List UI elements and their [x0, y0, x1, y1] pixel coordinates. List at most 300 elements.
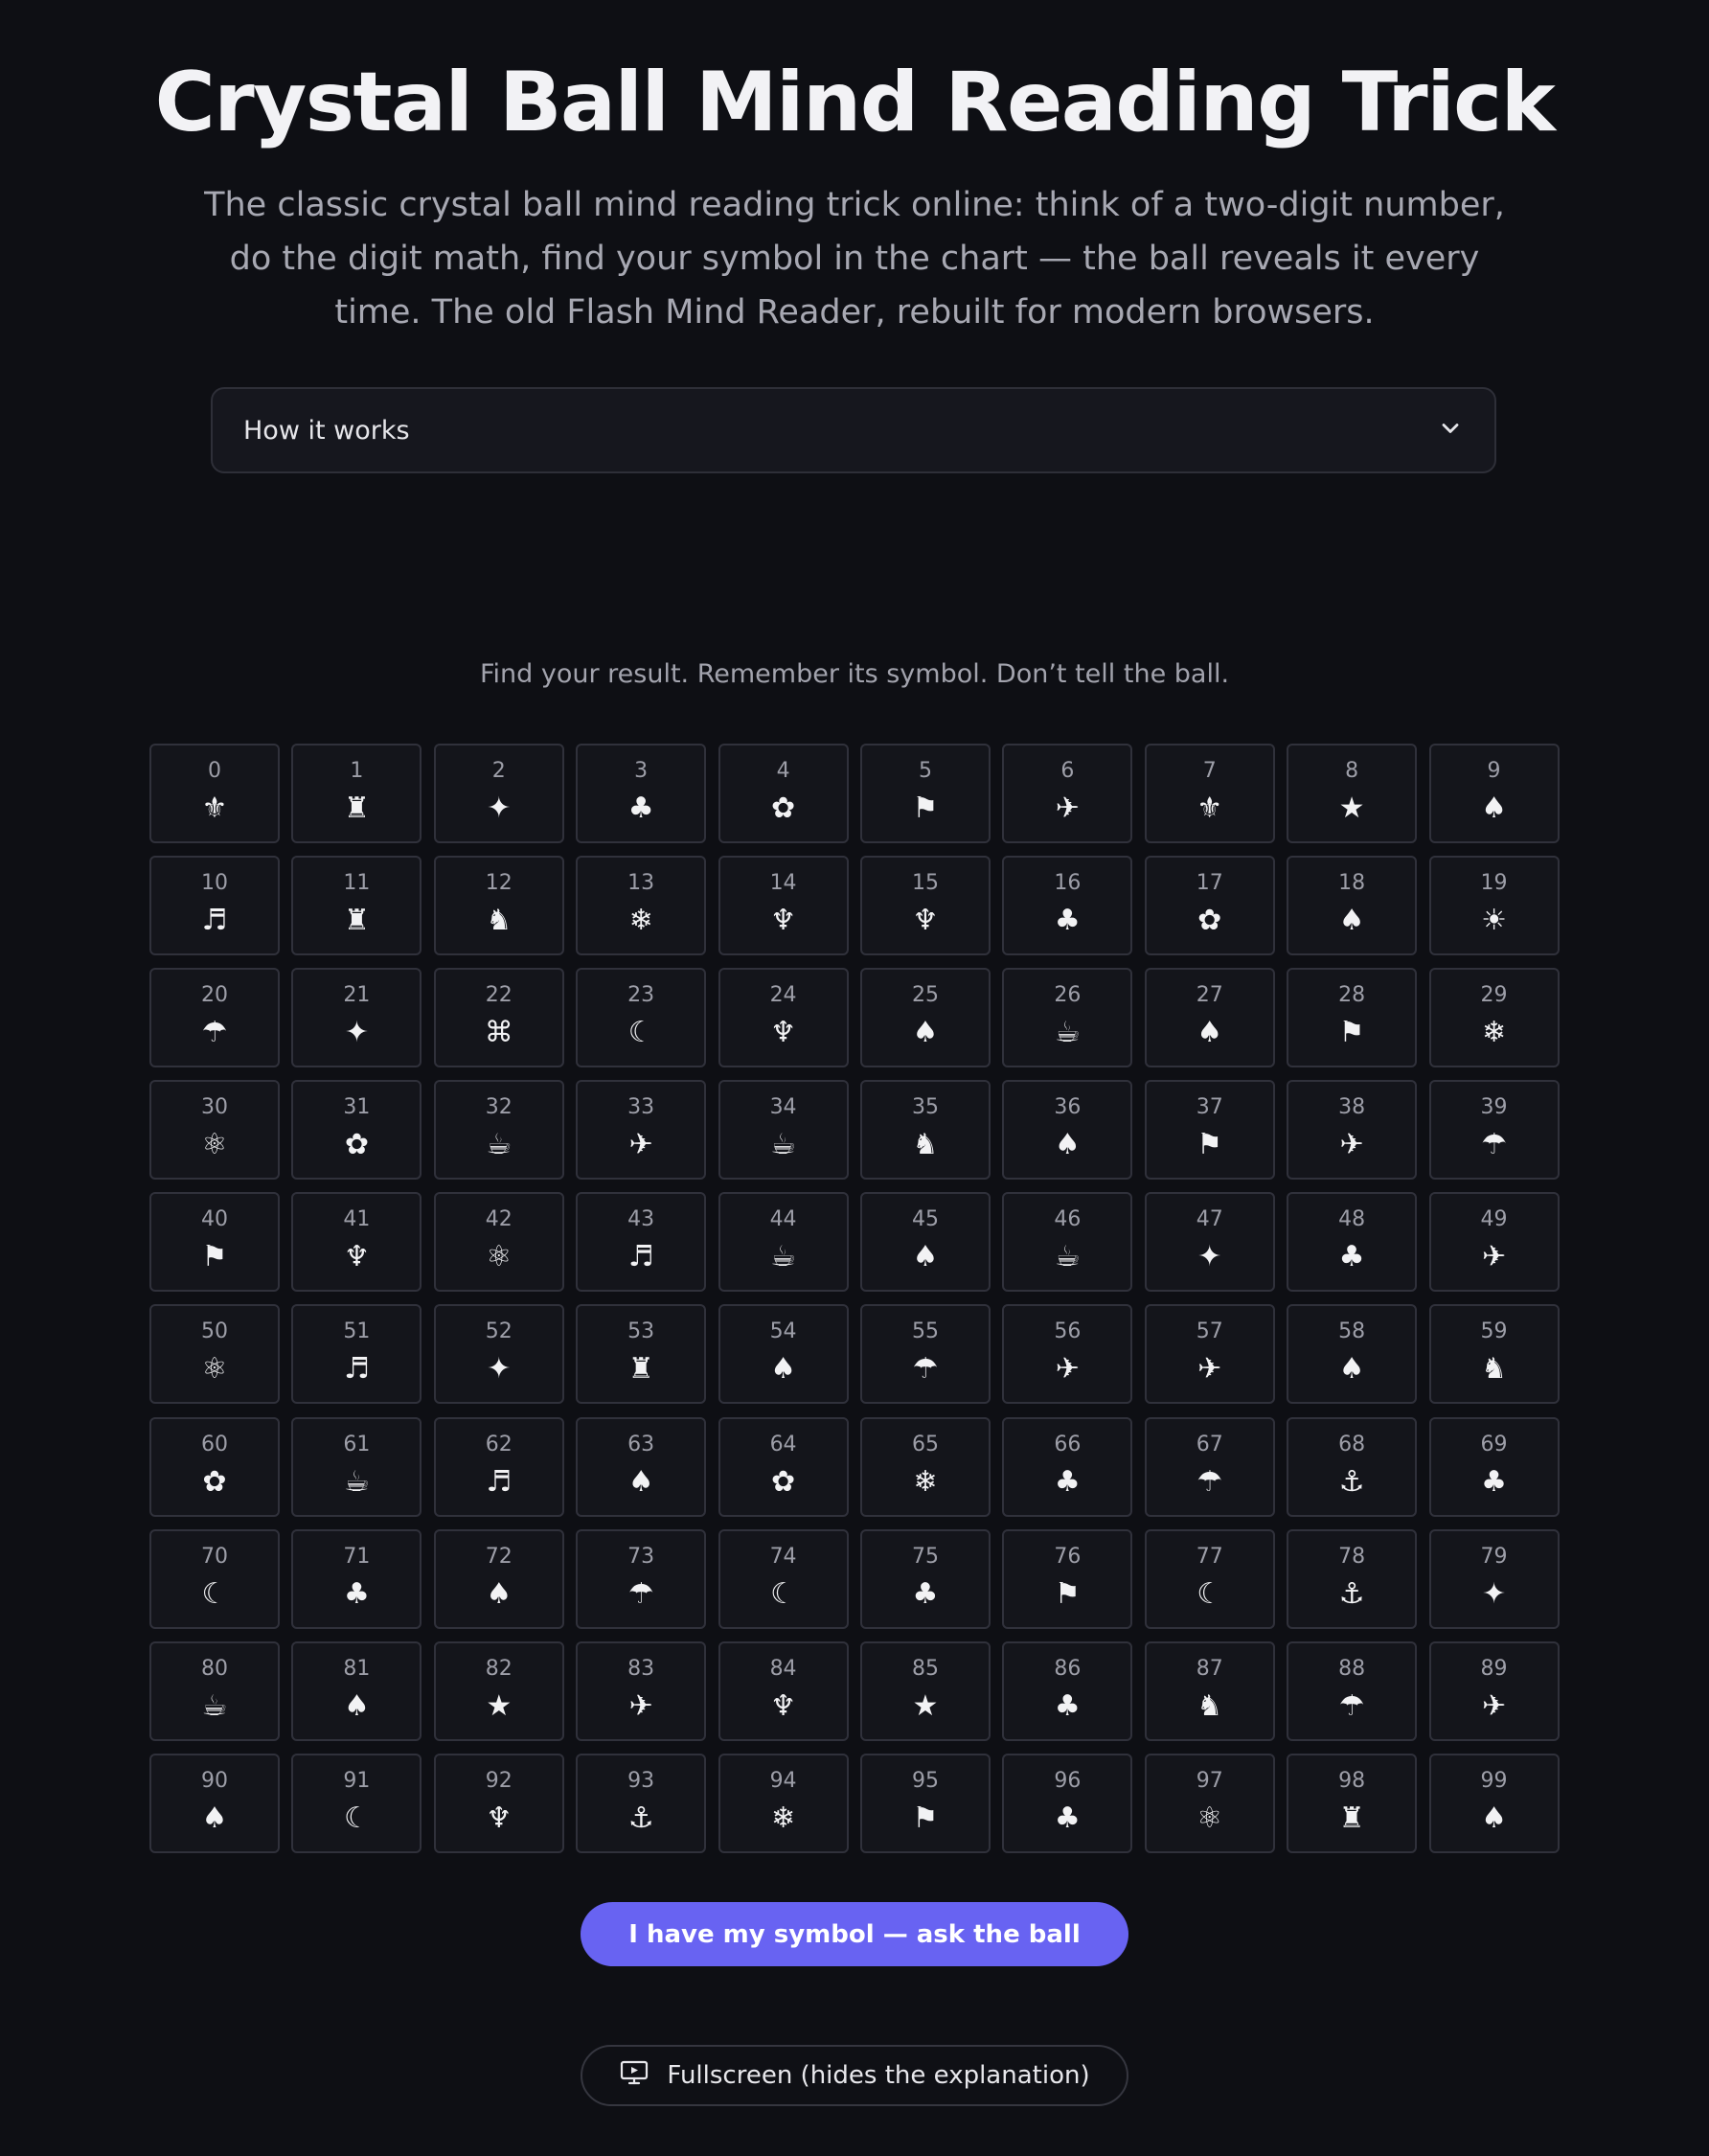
symbol-cell [718, 1080, 849, 1180]
cell-symbol: ♣ [343, 1576, 370, 1611]
cell-symbol: ✈ [1339, 1128, 1364, 1162]
cell-symbol: ⚜ [201, 791, 228, 825]
symbol-cell [860, 968, 991, 1067]
symbol-cell [1002, 1192, 1132, 1292]
symbol-cell [434, 744, 564, 843]
cell-number: 4 [776, 759, 790, 783]
ask-the-ball-button[interactable]: I have my symbol — ask the ball [581, 1902, 1128, 1966]
symbol-cell [1429, 1080, 1560, 1180]
cell-number: 55 [911, 1319, 939, 1344]
cell-symbol: ♠ [201, 1800, 228, 1835]
cell-number: 27 [1196, 983, 1223, 1008]
cell-symbol: ♠ [770, 1352, 797, 1387]
cell-number: 26 [1054, 983, 1082, 1008]
cell-number: 2 [491, 759, 506, 783]
cell-number: 22 [485, 983, 513, 1008]
symbol-cell [860, 856, 991, 955]
cell-number: 44 [769, 1207, 797, 1232]
cell-symbol: ♆ [486, 1800, 513, 1835]
cell-symbol: ★ [912, 1688, 939, 1723]
cell-symbol: ✿ [202, 1464, 227, 1499]
cell-number: 76 [1054, 1544, 1082, 1569]
symbol-cell [1002, 1080, 1132, 1180]
cell-number: 0 [208, 759, 221, 783]
symbol-cell [718, 1641, 849, 1741]
symbol-cell [291, 744, 422, 843]
cell-symbol: ♬ [343, 1352, 370, 1387]
cell-symbol: ♬ [627, 1240, 654, 1274]
cell-number: 87 [1196, 1656, 1223, 1681]
cell-number: 10 [201, 871, 228, 896]
cell-symbol: ☂ [627, 1576, 654, 1611]
cell-number: 61 [343, 1432, 371, 1456]
cell-symbol: ♠ [1481, 791, 1507, 825]
cell-symbol: ♣ [1054, 904, 1081, 938]
symbol-cell [1145, 968, 1275, 1067]
cell-number: 19 [1480, 871, 1508, 896]
cell-number: 20 [201, 983, 228, 1008]
cell-number: 63 [627, 1432, 655, 1456]
cell-number: 77 [1196, 1544, 1223, 1569]
cell-number: 67 [1196, 1432, 1223, 1456]
cell-symbol: ♞ [912, 1128, 939, 1162]
cell-number: 18 [1338, 871, 1366, 896]
cell-symbol: ♠ [1196, 1016, 1223, 1050]
symbol-cell [718, 856, 849, 955]
symbol-cell [1145, 1192, 1275, 1292]
symbol-cell [149, 1192, 280, 1292]
symbol-cell [1002, 968, 1132, 1067]
cell-symbol: ☕ [201, 1688, 228, 1723]
cell-symbol: ☂ [912, 1352, 939, 1387]
symbol-cell [576, 1304, 706, 1404]
cell-symbol: ☂ [1196, 1464, 1223, 1499]
symbol-cell [434, 1417, 564, 1517]
cell-number: 37 [1196, 1095, 1223, 1120]
symbol-cell [149, 1417, 280, 1517]
cell-symbol: ⚛ [201, 1128, 228, 1162]
cell-symbol: ♞ [1196, 1688, 1223, 1723]
cell-symbol: ♞ [1481, 1352, 1507, 1387]
cell-number: 93 [627, 1768, 655, 1793]
symbol-cell [149, 1641, 280, 1741]
cell-number: 41 [343, 1207, 371, 1232]
cell-symbol: ⚜ [1196, 791, 1223, 825]
symbol-cell [1429, 1304, 1560, 1404]
cell-number: 7 [1202, 759, 1217, 783]
symbol-cell [1429, 1417, 1560, 1517]
cell-symbol: ✦ [1481, 1576, 1507, 1611]
cell-symbol: ☂ [1338, 1688, 1365, 1723]
symbol-cell [1145, 856, 1275, 955]
cell-symbol: ♞ [486, 904, 513, 938]
symbol-cell [860, 1192, 991, 1292]
cell-symbol: ✈ [628, 1688, 653, 1723]
cell-symbol: ✈ [1055, 1352, 1080, 1387]
symbol-cell [576, 856, 706, 955]
cell-symbol: ♣ [627, 791, 654, 825]
symbol-cell [291, 1754, 422, 1853]
cell-number: 64 [769, 1432, 797, 1456]
symbol-cell [1429, 1529, 1560, 1629]
cell-number: 97 [1196, 1768, 1223, 1793]
symbol-cell [1145, 1529, 1275, 1629]
cell-number: 45 [911, 1207, 939, 1232]
presentation-screen-icon [619, 2059, 649, 2093]
symbol-cell [860, 1304, 991, 1404]
symbol-cell [1429, 1641, 1560, 1741]
cell-number: 38 [1338, 1095, 1366, 1120]
cell-number: 49 [1480, 1207, 1508, 1232]
cell-symbol: ♣ [912, 1576, 939, 1611]
cell-number: 78 [1338, 1544, 1366, 1569]
cell-symbol: ♆ [770, 1016, 797, 1050]
cell-symbol: ♣ [1054, 1464, 1081, 1499]
cell-number: 57 [1196, 1319, 1223, 1344]
symbol-cell [860, 744, 991, 843]
cell-number: 69 [1480, 1432, 1508, 1456]
cell-number: 1 [350, 759, 364, 783]
symbol-cell [860, 1529, 991, 1629]
symbol-cell [1145, 1754, 1275, 1853]
cell-number: 54 [769, 1319, 797, 1344]
cell-symbol: ♆ [770, 1688, 797, 1723]
cell-symbol: ♠ [1054, 1128, 1081, 1162]
symbol-cell [434, 1754, 564, 1853]
symbol-cell [149, 744, 280, 843]
cell-number: 16 [1054, 871, 1082, 896]
cell-symbol: ❄ [913, 1464, 938, 1499]
cell-number: 5 [918, 759, 932, 783]
cell-number: 36 [1054, 1095, 1082, 1120]
cell-symbol: ✈ [1197, 1352, 1222, 1387]
cell-symbol: ♜ [343, 791, 370, 825]
cell-symbol: ♜ [1338, 1800, 1365, 1835]
symbol-cell [1287, 1641, 1417, 1741]
symbol-cell [1002, 1529, 1132, 1629]
cell-symbol: ♣ [1481, 1464, 1507, 1499]
cell-number: 32 [485, 1095, 513, 1120]
cell-symbol: ★ [1338, 791, 1365, 825]
fullscreen-label: Fullscreen (hides the explanation) [667, 2061, 1090, 2090]
cell-number: 23 [627, 983, 655, 1008]
symbol-cell [1145, 1641, 1275, 1741]
cell-symbol: ♠ [912, 1016, 939, 1050]
cell-number: 48 [1338, 1207, 1366, 1232]
cell-symbol: ✈ [1481, 1240, 1507, 1274]
cell-symbol: ⚑ [201, 1240, 228, 1274]
symbol-cell [576, 1754, 706, 1853]
cell-number: 98 [1338, 1768, 1366, 1793]
cell-number: 14 [769, 871, 797, 896]
symbol-cell [718, 1529, 849, 1629]
cell-number: 85 [911, 1656, 939, 1681]
symbol-cell [291, 1641, 422, 1741]
cell-number: 9 [1487, 759, 1501, 783]
cell-number: 39 [1480, 1095, 1508, 1120]
symbol-cell [1287, 1192, 1417, 1292]
symbol-cell [291, 1080, 422, 1180]
cell-number: 52 [485, 1319, 513, 1344]
symbol-cell [434, 968, 564, 1067]
symbol-cell [860, 1417, 991, 1517]
cell-number: 75 [911, 1544, 939, 1569]
cell-number: 81 [343, 1656, 371, 1681]
symbol-cell [1002, 1754, 1132, 1853]
cell-number: 79 [1480, 1544, 1508, 1569]
symbol-cell [718, 1754, 849, 1853]
cell-symbol: ✦ [344, 1016, 369, 1050]
symbol-cell [434, 1080, 564, 1180]
cell-number: 71 [343, 1544, 371, 1569]
cell-symbol: ✈ [1055, 791, 1080, 825]
cell-symbol: ✈ [628, 1128, 653, 1162]
symbol-cell [576, 1192, 706, 1292]
cell-symbol: ⚛ [201, 1352, 228, 1387]
cell-number: 43 [627, 1207, 655, 1232]
symbol-cell [291, 856, 422, 955]
cell-symbol: ☕ [1054, 1240, 1081, 1274]
cell-symbol: ☀ [1481, 904, 1507, 938]
cell-number: 83 [627, 1656, 655, 1681]
symbol-chart [149, 744, 1560, 1853]
cell-symbol: ✈ [1481, 1688, 1507, 1723]
symbol-cell [149, 1080, 280, 1180]
cell-number: 58 [1338, 1319, 1366, 1344]
cell-number: 84 [769, 1656, 797, 1681]
symbol-cell [860, 1754, 991, 1853]
chart-instruction: Find your result. Remember its symbol. Don’t tell the ball. [479, 659, 1230, 689]
cell-symbol: ⌘ [484, 1016, 513, 1050]
cell-symbol: ★ [486, 1688, 513, 1723]
cell-symbol: ⚛ [1196, 1800, 1223, 1835]
cell-symbol: ♜ [343, 904, 370, 938]
cell-symbol: ♠ [486, 1576, 513, 1611]
cell-symbol: ⚛ [486, 1240, 513, 1274]
symbol-cell [291, 968, 422, 1067]
cell-number: 15 [911, 871, 939, 896]
symbol-cell [1429, 1754, 1560, 1853]
cell-symbol: ♠ [1481, 1800, 1507, 1835]
cell-symbol: ☂ [1481, 1128, 1507, 1162]
symbol-cell [1002, 1641, 1132, 1741]
cell-number: 46 [1054, 1207, 1082, 1232]
symbol-cell [291, 1417, 422, 1517]
cell-number: 74 [769, 1544, 797, 1569]
symbol-cell [1429, 968, 1560, 1067]
symbol-cell [1002, 1417, 1132, 1517]
cell-symbol: ♣ [1054, 1800, 1081, 1835]
cell-number: 3 [634, 759, 649, 783]
cell-symbol: ⚓ [627, 1800, 654, 1835]
cell-symbol: ❄ [770, 1800, 796, 1835]
cell-number: 53 [627, 1319, 655, 1344]
cell-number: 91 [343, 1768, 371, 1793]
symbol-cell [1287, 968, 1417, 1067]
cell-symbol: ♆ [912, 904, 939, 938]
symbol-cell [1145, 744, 1275, 843]
symbol-cell [149, 1304, 280, 1404]
cell-symbol: ♠ [627, 1464, 654, 1499]
cell-symbol: ✦ [487, 1352, 512, 1387]
cell-symbol: ☾ [627, 1016, 654, 1050]
cell-symbol: ⚑ [1054, 1576, 1081, 1611]
cell-number: 94 [769, 1768, 797, 1793]
symbol-cell [1287, 1529, 1417, 1629]
symbol-cell [576, 1417, 706, 1517]
cell-symbol: ☾ [343, 1800, 370, 1835]
cell-symbol: ☕ [343, 1464, 370, 1499]
cell-symbol: ✿ [770, 791, 796, 825]
symbol-cell [1287, 856, 1417, 955]
cell-number: 28 [1338, 983, 1366, 1008]
cell-number: 29 [1480, 983, 1508, 1008]
cell-number: 80 [201, 1656, 228, 1681]
symbol-cell [718, 968, 849, 1067]
symbol-cell [149, 1754, 280, 1853]
symbol-cell [718, 744, 849, 843]
cell-number: 82 [485, 1656, 513, 1681]
symbol-cell [149, 856, 280, 955]
symbol-cell [1145, 1304, 1275, 1404]
symbol-cell [1429, 1192, 1560, 1292]
cell-number: 12 [485, 871, 513, 896]
symbol-cell [434, 856, 564, 955]
cell-symbol: ☕ [486, 1128, 513, 1162]
cell-number: 30 [201, 1095, 228, 1120]
cell-symbol: ☂ [201, 1016, 228, 1050]
cell-number: 90 [201, 1768, 228, 1793]
symbol-cell [1145, 1417, 1275, 1517]
cell-symbol: ☕ [770, 1128, 797, 1162]
cell-symbol: ✿ [770, 1464, 796, 1499]
how-it-works-label: How it works [243, 415, 410, 446]
cell-number: 70 [201, 1544, 228, 1569]
cell-number: 95 [911, 1768, 939, 1793]
cell-symbol: ♠ [1338, 904, 1365, 938]
cell-symbol: ☾ [1196, 1576, 1223, 1611]
cell-number: 17 [1196, 871, 1223, 896]
symbol-cell [434, 1641, 564, 1741]
symbol-cell [291, 1304, 422, 1404]
cell-symbol: ♬ [201, 904, 228, 938]
page-title: Crystal Ball Mind Reading Trick [154, 55, 1555, 150]
cell-symbol: ♆ [343, 1240, 370, 1274]
cell-number: 40 [201, 1207, 228, 1232]
cell-symbol: ✦ [1197, 1240, 1222, 1274]
symbol-cell [1287, 1754, 1417, 1853]
symbol-cell [1287, 1080, 1417, 1180]
symbol-cell [291, 1529, 422, 1629]
cell-number: 34 [769, 1095, 797, 1120]
cell-symbol: ⚓ [1338, 1576, 1365, 1611]
symbol-cell [434, 1529, 564, 1629]
page-subtitle: The classic crystal ball mind reading trick online: think of a two-digit number, do the digit math, find your symbol in the chart — the ball reveals it every time. The old Flash Mind Reader, rebuilt for modern browsers. [204, 186, 1505, 332]
symbol-cell [576, 1080, 706, 1180]
cell-number: 21 [343, 983, 371, 1008]
symbol-cell [1145, 1080, 1275, 1180]
cell-symbol: ⚑ [1338, 1016, 1365, 1050]
cell-number: 51 [343, 1319, 371, 1344]
symbol-cell [860, 1080, 991, 1180]
cell-number: 72 [485, 1544, 513, 1569]
symbol-cell [434, 1192, 564, 1292]
symbol-cell [434, 1304, 564, 1404]
cell-number: 31 [343, 1095, 371, 1120]
cell-symbol: ⚓ [1338, 1464, 1365, 1499]
fullscreen-button[interactable] [581, 2045, 1128, 2106]
symbol-cell [1287, 1417, 1417, 1517]
cell-number: 89 [1480, 1656, 1508, 1681]
symbol-cell [1429, 744, 1560, 843]
cell-number: 60 [201, 1432, 228, 1456]
cell-symbol: ☕ [770, 1240, 797, 1274]
cell-symbol: ❄ [628, 904, 653, 938]
cell-number: 33 [627, 1095, 655, 1120]
cell-number: 65 [911, 1432, 939, 1456]
cell-symbol: ♆ [770, 904, 797, 938]
cell-number: 96 [1054, 1768, 1082, 1793]
cell-symbol: ♣ [1054, 1688, 1081, 1723]
symbol-cell [860, 1641, 991, 1741]
chevron-down-icon [1437, 415, 1464, 446]
symbol-cell [1287, 1304, 1417, 1404]
cell-number: 92 [485, 1768, 513, 1793]
cell-symbol: ♬ [486, 1464, 513, 1499]
cell-symbol: ♠ [343, 1688, 370, 1723]
cell-symbol: ♣ [1338, 1240, 1365, 1274]
cell-symbol: ❄ [1481, 1016, 1507, 1050]
symbol-cell [576, 744, 706, 843]
symbol-cell [718, 1304, 849, 1404]
cell-number: 11 [343, 871, 371, 896]
cell-symbol: ✿ [344, 1128, 369, 1162]
cell-number: 99 [1480, 1768, 1508, 1793]
symbol-cell [718, 1192, 849, 1292]
how-it-works-toggle[interactable] [211, 387, 1496, 473]
cell-number: 62 [485, 1432, 513, 1456]
cell-number: 13 [627, 871, 655, 896]
cell-number: 47 [1196, 1207, 1223, 1232]
cell-number: 8 [1345, 759, 1359, 783]
symbol-cell [718, 1417, 849, 1517]
cell-symbol: ✿ [1197, 904, 1222, 938]
cell-number: 66 [1054, 1432, 1082, 1456]
symbol-cell [576, 1529, 706, 1629]
cell-number: 35 [911, 1095, 939, 1120]
symbol-cell [1429, 856, 1560, 955]
cell-symbol: ☾ [201, 1576, 228, 1611]
symbol-cell [1002, 744, 1132, 843]
cell-number: 25 [911, 983, 939, 1008]
cell-number: 59 [1480, 1319, 1508, 1344]
cell-number: 56 [1054, 1319, 1082, 1344]
symbol-cell [576, 1641, 706, 1741]
symbol-cell [576, 968, 706, 1067]
cell-number: 50 [201, 1319, 228, 1344]
cell-number: 86 [1054, 1656, 1082, 1681]
cell-symbol: ♠ [912, 1240, 939, 1274]
cell-number: 68 [1338, 1432, 1366, 1456]
cell-symbol: ☕ [1054, 1016, 1081, 1050]
cell-symbol: ⚑ [912, 1800, 939, 1835]
symbol-cell [1002, 856, 1132, 955]
cell-symbol: ⚑ [1196, 1128, 1223, 1162]
symbol-cell [1002, 1304, 1132, 1404]
symbol-cell [291, 1192, 422, 1292]
cell-number: 88 [1338, 1656, 1366, 1681]
symbol-cell [149, 968, 280, 1067]
